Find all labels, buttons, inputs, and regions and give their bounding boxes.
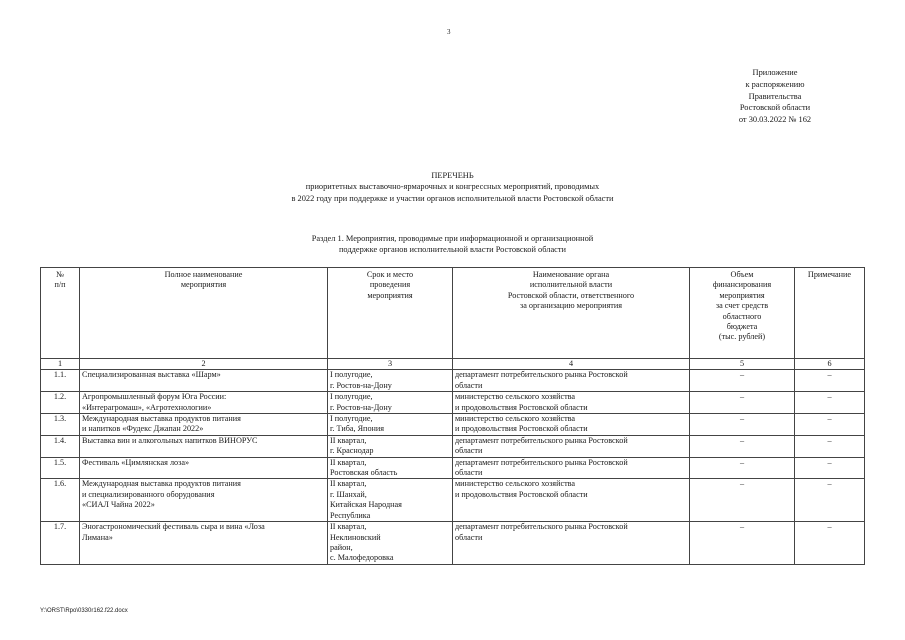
header-text: за организацию мероприятия (519, 301, 622, 311)
note-value: – (795, 392, 865, 414)
cell-text-line: Международная выставка продуктов питания (82, 479, 241, 489)
cell-text-line: Эногастрономический фестиваль сыра и вина «Лоза (82, 522, 265, 532)
event-name (80, 392, 328, 414)
header-text: Полное наименование (164, 270, 243, 279)
column-number: 5 (690, 359, 795, 370)
cell-text-line: II квартал, (330, 522, 367, 532)
event-name (80, 522, 328, 565)
cell-text-line: Китайская Народная (330, 500, 402, 510)
header-text: Примечание (807, 270, 852, 279)
section-line: Раздел 1. Мероприятия, проводимые при информационной и организационной (311, 234, 594, 243)
cell-text-line: министерство сельского хозяйства (455, 414, 576, 424)
column-number-row (41, 359, 865, 370)
title-line: приоритетных выставочно-ярмарочных и конгрессных мероприятий, проводимых (305, 182, 600, 192)
cell-text-line: Международная выставка продуктов питания (82, 414, 241, 424)
header-cell-time-place (328, 268, 453, 359)
cell-text-line: I полугодие, (330, 414, 373, 424)
cell-text-line: II квартал, (330, 435, 367, 445)
event-time-place (328, 479, 453, 522)
table-header-row (41, 268, 865, 359)
cell-text-line: департамент потребительского рынка Ростовской (455, 457, 628, 467)
event-name (80, 435, 328, 457)
cell-text-line: Выставка вин и алкогольных напитков ВИНОРУС (82, 435, 258, 445)
cell-text-line: области (455, 446, 483, 456)
cell-text-line: г. Ростов-на-Дону (330, 380, 392, 390)
funding-value: – (690, 414, 795, 436)
cell-text-line: области (455, 532, 483, 542)
funding-value: – (690, 522, 795, 565)
responsible-organ (453, 457, 690, 479)
header-cell-organ (453, 268, 690, 359)
note-value: – (795, 457, 865, 479)
responsible-organ (453, 392, 690, 414)
header-text: мероприятия (719, 290, 765, 300)
note-value: – (795, 414, 865, 436)
cell-text-line: г. Шанхай, (330, 489, 367, 499)
note-value: – (795, 435, 865, 457)
header-text: Объем (730, 270, 754, 279)
row-number: 1.5. (41, 457, 80, 479)
row-number: 1.3. (41, 414, 80, 436)
cell-text-line: департамент потребительского рынка Ростовской (455, 370, 628, 380)
cell-text-line: I полугодие, (330, 392, 373, 402)
appendix-line: к распоряжению (745, 79, 805, 89)
header-text: областного (722, 311, 762, 321)
appendix-line: от 30.03.2022 № 162 (738, 115, 812, 125)
row-number: 1.1. (41, 370, 80, 392)
cell-text-line: Лимана» (82, 532, 113, 542)
responsible-organ (453, 479, 690, 522)
note-value: – (795, 479, 865, 522)
header-cell-note (795, 268, 865, 359)
responsible-organ (453, 414, 690, 436)
header-text: исполнительной власти (529, 280, 613, 290)
cell-text-line: министерство сельского хозяйства (455, 392, 576, 402)
event-time-place (328, 370, 453, 392)
cell-text-line: министерство сельского хозяйства (455, 479, 576, 489)
file-path-footer: Y:\ORST\Rpo\0330r162.f22.docx (40, 608, 128, 614)
row-number: 1.7. (41, 522, 80, 565)
cell-text-line: с. Малофедоровка (330, 553, 394, 563)
document-title (200, 170, 705, 204)
responsible-organ (453, 435, 690, 457)
cell-text-line: и специализированного оборудования (82, 489, 215, 499)
header-text: мероприятия (180, 280, 227, 290)
event-time-place (328, 414, 453, 436)
section-line: поддержке органов исполнительной власти Ростовской области (338, 245, 567, 255)
page-number: 3 (447, 28, 451, 36)
cell-text-line: II квартал, (330, 479, 367, 489)
events-table (40, 267, 865, 565)
cell-text-line: Специализированная выставка «Шарм» (82, 370, 221, 380)
cell-text-line: и продовольствия Ростовской области (455, 424, 588, 434)
header-text: п/п (54, 280, 66, 290)
header-text: мероприятия (367, 290, 413, 300)
header-text: Ростовской области, ответственного (507, 290, 635, 300)
column-number: 3 (328, 359, 453, 370)
cell-text-line: департамент потребительского рынка Ростовской (455, 522, 628, 532)
table-row (41, 522, 865, 565)
funding-value: – (690, 479, 795, 522)
event-time-place (328, 457, 453, 479)
header-text: финансирования (712, 280, 772, 290)
funding-value: – (690, 370, 795, 392)
header-cell-funding (690, 268, 795, 359)
event-time-place (328, 435, 453, 457)
header-text: за счет средств (715, 301, 769, 311)
appendix-line: Ростовской области (739, 103, 811, 113)
responsible-organ (453, 522, 690, 565)
responsible-organ (453, 370, 690, 392)
cell-text-line: Республика (330, 510, 371, 520)
cell-text-line: области (455, 468, 483, 478)
event-name (80, 479, 328, 522)
header-text: бюджета (726, 322, 758, 332)
column-number: 4 (453, 359, 690, 370)
funding-value: – (690, 457, 795, 479)
cell-text-line: и продовольствия Ростовской области (455, 489, 588, 499)
note-value: – (795, 522, 865, 565)
row-number: 1.2. (41, 392, 80, 414)
event-time-place (328, 522, 453, 565)
header-text: № (56, 270, 64, 279)
column-number: 1 (41, 359, 80, 370)
table-row (41, 392, 865, 414)
title-heading: ПЕРЕЧЕНЬ (431, 171, 474, 180)
cell-text-line: г. Краснодар (330, 446, 374, 456)
cell-text-line: I полугодие, (330, 370, 373, 380)
funding-value: – (690, 392, 795, 414)
cell-text-line: г. Ростов-на-Дону (330, 402, 392, 412)
table-row (41, 370, 865, 392)
cell-text-line: и продовольствия Ростовской области (455, 402, 588, 412)
note-value: – (795, 370, 865, 392)
header-text: Срок и место (366, 270, 414, 279)
header-text: проведения (369, 280, 411, 290)
row-number: 1.4. (41, 435, 80, 457)
cell-text-line: Агропромышленный форум Юга России: (82, 392, 227, 402)
event-name (80, 370, 328, 392)
cell-text-line: Ростовская область (330, 468, 398, 478)
event-name (80, 457, 328, 479)
section-title (220, 233, 685, 256)
funding-value: – (690, 435, 795, 457)
column-number: 2 (80, 359, 328, 370)
event-name (80, 414, 328, 436)
title-line: в 2022 году при поддержке и участии органов исполнительной власти Ростовской области (291, 193, 614, 203)
cell-text-line: области (455, 380, 483, 390)
appendix-block (700, 67, 850, 126)
table-row (41, 457, 865, 479)
cell-text-line: район, (330, 542, 353, 552)
cell-text-line: и напитков «Фудекс Джапан 2022» (82, 424, 204, 434)
cell-text-line: департамент потребительского рынка Ростовской (455, 435, 628, 445)
event-time-place (328, 392, 453, 414)
table-row (41, 414, 865, 436)
header-text: (тыс. рублей) (718, 332, 766, 342)
row-number: 1.6. (41, 479, 80, 522)
header-text: Наименование органа (532, 270, 610, 279)
table-row (41, 479, 865, 522)
cell-text-line: «Интерагромаш», «Агротехнологии» (82, 402, 212, 412)
header-cell-name (80, 268, 328, 359)
table-row (41, 435, 865, 457)
cell-text-line: г. Тиба, Япония (330, 424, 385, 434)
cell-text-line: II квартал, (330, 457, 367, 467)
header-cell-number (41, 268, 80, 359)
appendix-line: Приложение (752, 68, 798, 77)
cell-text-line: «СИАЛ Чайна 2022» (82, 500, 155, 510)
column-number: 6 (795, 359, 865, 370)
appendix-line: Правительства (748, 91, 802, 101)
cell-text-line: Неклиновский (330, 532, 381, 542)
cell-text-line: Фестиваль «Цимлянская лоза» (82, 457, 190, 467)
